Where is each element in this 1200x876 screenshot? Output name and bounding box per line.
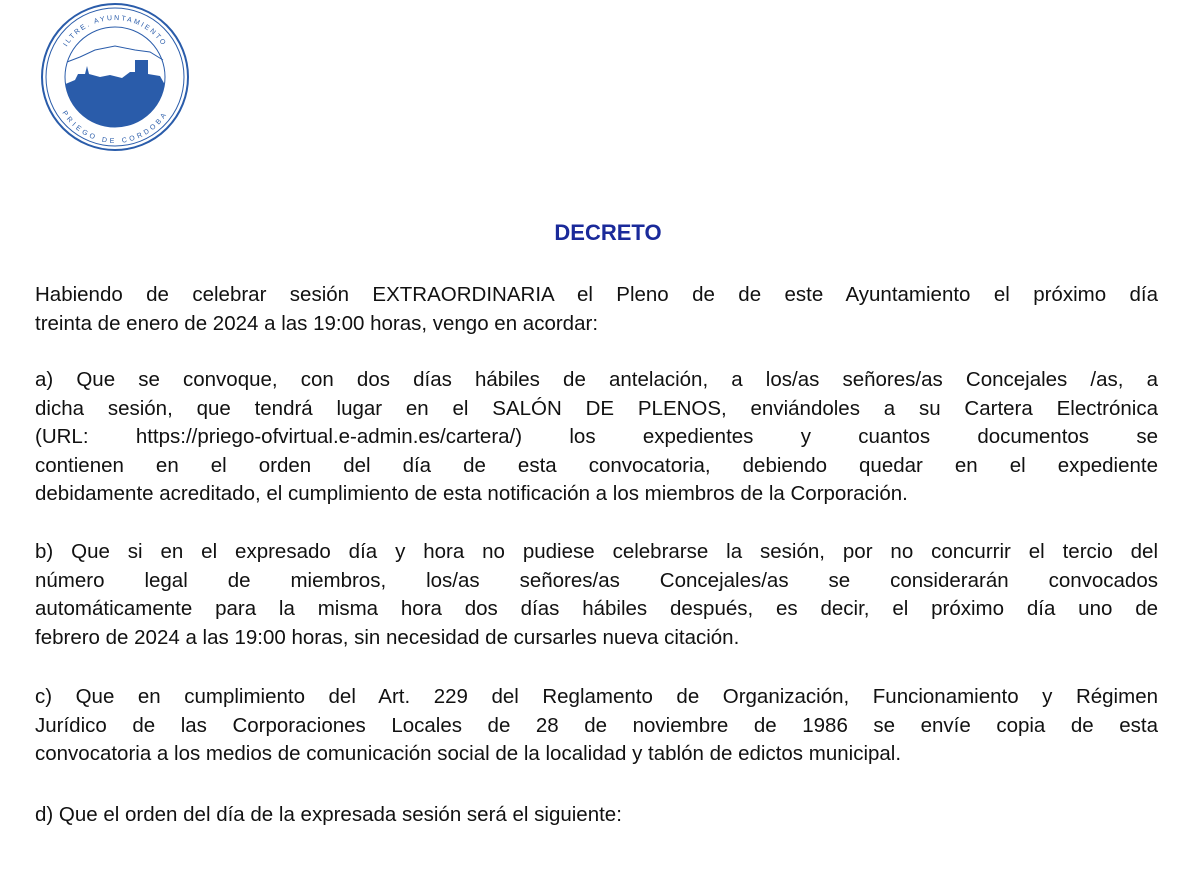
seal-top-text: ILTRE. AYUNTAMIENTO — [62, 14, 168, 48]
text-line: número legal de miembros, los/as señores/as Concejales/as se considerarán convocados — [35, 568, 1158, 592]
text-line: convocatoria a los medios de comunicación social de la localidad y tablón de edictos municipal. — [35, 742, 902, 766]
paragraph-a — [35, 366, 1158, 509]
text-line: dicha sesión, que tendrá lugar en el SALÓN DE PLENOS, enviándoles a su Cartera Electrónica — [35, 396, 1158, 420]
text-line: debidamente acreditado, el cumplimiento de esta notificación a los miembros de la Corporación. — [35, 482, 908, 506]
seal-bottom-text: PRIEGO DE CORDOBA — [60, 109, 170, 146]
text-line: febrero de 2024 a las 19:00 horas, sin necesidad de cursarles nueva citación. — [35, 625, 740, 649]
city-council-seal-logo — [40, 2, 190, 152]
document-title: DECRETO — [554, 220, 662, 245]
paragraph-d — [35, 801, 1158, 830]
paragraph-b — [35, 538, 1158, 652]
text-line: contienen en el orden del día de esta convocatoria, debiendo quedar en el expediente — [35, 453, 1158, 477]
text-line: (URL: https://priego-ofvirtual.e-admin.es/cartera/) los expedientes y cuantos documentos se — [35, 425, 1158, 449]
text-line: automáticamente para la misma hora dos días hábiles después, es decir, el próximo día uno de — [35, 597, 1158, 621]
text-line: d) Que el orden del día de la expresada sesión será el siguiente: — [35, 803, 622, 826]
paragraph-c — [35, 683, 1158, 769]
text-line: c) Que en cumplimiento del Art. 229 del Reglamento de Organización, Funcionamiento y Régimen — [35, 685, 1158, 708]
text-line: Habiendo de celebrar sesión EXTRAORDINARIA el Pleno de de este Ayuntamiento el próximo día — [35, 283, 1158, 306]
text-line: a) Que se convoque, con dos días hábiles de antelación, a los/as señores/as Concejales /as, a — [35, 368, 1158, 391]
text-line: b) Que si en el expresado día y hora no pudiese celebrarse la sesión, por no concurrir el tercio del — [35, 540, 1158, 563]
text-line: treinta de enero de 2024 a las 19:00 horas, vengo en acordar: — [35, 311, 599, 335]
text-line: Jurídico de las Corporaciones Locales de 28 de noviembre de 1986 se envíe copia de esta — [35, 713, 1158, 737]
intro-paragraph — [35, 281, 1158, 338]
